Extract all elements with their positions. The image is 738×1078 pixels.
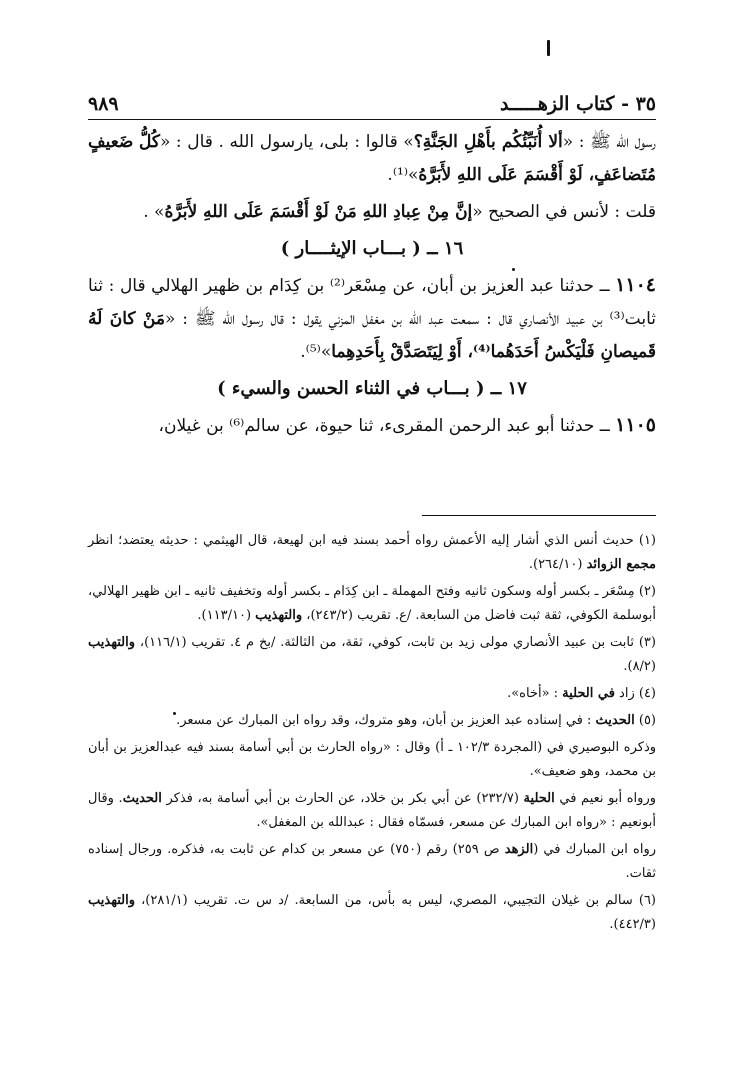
text-run: »⁽⁵⁾. [300, 342, 332, 362]
footnote-emphasis: والتهذيب [88, 893, 135, 908]
matn-text: إنَّ مِنْ عِبادِ اللهِ مَنْ لَوْ أَقْسَمَ عَلَى اللهِ لأَبَرَّهُ [164, 202, 473, 222]
text-run: رسول الله ﷺ : « [562, 132, 656, 152]
hadith-continuation [88, 126, 656, 192]
footnote-emphasis: مجمع الزوائد [586, 557, 656, 572]
footnote-text: (١) حديث أنس الذي أشار إليه الأعمش رواه أحمد بسند فيه ابن لهيعة، قال الهيثمي : حديثه يعتضد؛ انظر [88, 533, 656, 548]
footnote-text: وذكره البوصيري في (المجردة ١٠٢/٣ ـ أ) وقال : «رواه الحارث بن أبي أسامة بسند فيه عبدالعزيز بن أبان بن محمد، وهو ضعيف». [88, 740, 657, 779]
hadith-number: ١١٠٤ [615, 274, 656, 296]
footnote [88, 631, 656, 679]
main-text [88, 126, 656, 443]
hadith-1105 [88, 409, 656, 443]
matn-text: ضَعيفٍ مُتَضاعَفٍ، لَوْ أَقْسَمَ عَلَى اللهِ لأَبَرَّهُ [88, 132, 656, 185]
footnote [88, 580, 656, 628]
matn-text: مَنْ كانَ لَهُ قَميصانِ فَلْيَكْسُ أَحَدَهُما⁽⁴⁾، أَوْ لِيَتَصَدَّقْ بِأَحَدِهِما [88, 309, 656, 362]
chapter-title: ٣٥ - كتاب الزهـــــد [500, 93, 656, 115]
footnote-text: : في إسناده عبد العزيز بن أبان، وهو متروك، وقد رواه ابن المبارك عن مسعر. [176, 713, 596, 728]
footnote-emphasis: الزهد [504, 842, 534, 857]
footnote-text: (١١٣/١٠). [197, 608, 256, 623]
hadith-number: ١١٠٥ [615, 414, 656, 436]
footnote [88, 709, 656, 733]
section-heading-16: ١٦ ــ ( بـــاب الإيثــــار ) [280, 238, 464, 259]
matn-text: ألا أُنَبِّئُكُم بأَهْلِ الجَنَّةِ؟ [413, 132, 563, 152]
footnote-text: ورواه أبو نعيم في [554, 791, 657, 806]
footnote-emphasis: الحديث [595, 713, 635, 728]
section-heading-17: ١٧ ــ ( بـــاب في الثناء الحسن والسيء ) [217, 378, 527, 399]
footnote-text: (٢٣٢/٧) عن أبي بكر بن خلاد، عن الحارث بن أبي أسامة به، فذكر [161, 791, 524, 806]
footnote-text: ص ٢٥٩) رقم (٧٥٠) عن مسعر بن كدام عن ثابت به، فذكره. ورجال إسناده ثقات. [88, 842, 656, 881]
page-number: ٩٨٩ [88, 93, 119, 115]
margin-mark [547, 40, 550, 56]
footnote-separator [422, 515, 656, 516]
footnote [88, 682, 656, 706]
footnote [88, 787, 656, 835]
footnotes [88, 529, 656, 940]
running-header [88, 82, 656, 120]
footnote-text: (٤٤٢/٣). [609, 917, 656, 932]
footnote-text: (٦) سالم بن غيلان التجيبي، المصري، ليس به بأس، من السابعة. /د س ت. تقريب (٢٨١/١)، [134, 893, 656, 908]
footnote-text: (٨/٢). [623, 659, 656, 674]
footnote-emphasis: في الحلية [562, 686, 615, 701]
footnote [88, 838, 656, 886]
text-run: » . [143, 202, 165, 222]
isnad-text: ــ حدثنا عبد العزيز بن أبان، عن مِسْعَر⁽²⁾ بن كِدَام بن ظهير الهلالي قال : ثنا ثابت⁽³⁾ بن عبيد الأنصاري قال : سمعت عبد الله بن مغفل المزني يقول : قال رسول الله ﷺ : « [88, 276, 656, 329]
author-note [88, 196, 656, 229]
footnote-text: (٤) زاد [614, 686, 656, 701]
isnad-text: ــ حدثنا أبو عبد الرحمن المقرىء، ثنا حيوة، عن سالم⁽⁶⁾ بن غيلان، [158, 416, 616, 436]
text-run: »⁽¹⁾. [387, 165, 419, 185]
footnote-text: (٣) ثابت بن عبيد الأنصاري مولى زيد بن ثابت، كوفي، ثقة، من الثالثة. /بخ م ٤. تقريب (١١٦/١)، [134, 635, 656, 650]
footnote-emphasis: والتهذيب [255, 608, 303, 623]
footnote [88, 736, 656, 784]
footnote-text: رواه ابن المبارك في ( [533, 842, 656, 857]
text-run: » قالوا : بلى، يارسول الله . قال : « [159, 132, 414, 152]
footnote-text: (٢) مِسْعَر ـ بكسر أوله وسكون ثانيه وفتح المهملة ـ ابن كِدَام ـ بكسر أوله وتخفيف ثانيه ـ ابن ظهير الهلالي، أبوسلمة الكوفي، ثقة ثبت فاضل من السابعة. /ع. تقريب (٢٤٣/٢)، [88, 584, 656, 623]
footnote-text: . وقال أبونعيم : «رواه ابن المبارك عن مسعر، فسمّاه فقال : عبدالله بن المغفل». [88, 791, 656, 830]
footnote-text: (٥) [634, 713, 656, 728]
footnote-emphasis: الحلية [523, 791, 555, 806]
hadith-1104 [88, 269, 656, 369]
footnote [88, 529, 656, 577]
matn-text: كُلُّ [138, 132, 160, 152]
footnote-emphasis: الحديث [122, 791, 162, 806]
footnote-text: : «أخاه». [507, 686, 563, 701]
footnote [88, 889, 656, 937]
footnote-emphasis: والتهذيب [88, 635, 135, 650]
text-run: قلت : لأنس في الصحيح « [472, 202, 656, 222]
footnote-text: (٢٦٤/١٠). [528, 557, 587, 572]
